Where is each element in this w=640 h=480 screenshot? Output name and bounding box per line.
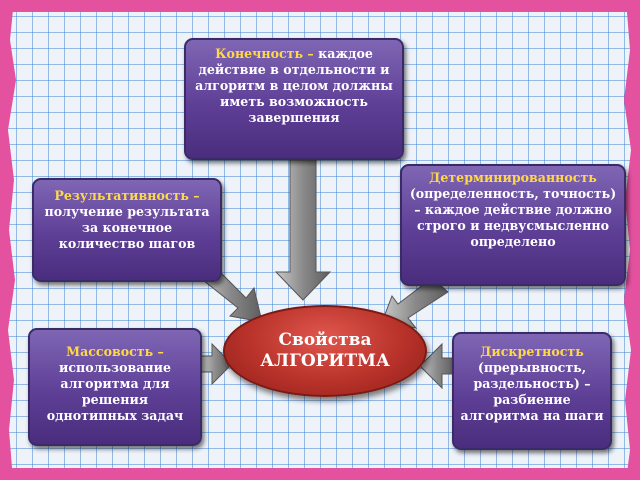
term-discreteness: Дискретность — [480, 344, 584, 359]
box-mass — [28, 328, 202, 446]
center-line2: АЛГОРИТМА — [260, 351, 390, 371]
text-determinism: (определенность, точность) – каждое действие должно строго и недвусмысленно определено — [409, 186, 617, 249]
box-determinism — [400, 164, 626, 286]
text-mass: использование алгоритма для решения однотипных задач — [46, 360, 184, 423]
term-finiteness: Конечность – — [215, 46, 319, 61]
term-determinism: Детерминированность — [429, 170, 597, 185]
text-discreteness: (прерывность, раздельность) – разбиение алгоритма на шаги — [460, 360, 604, 423]
term-effectiveness: Результативность – — [54, 188, 200, 203]
text-finiteness: каждое действие в отдельности и алгоритм в целом должны иметь возможность завершения — [195, 46, 393, 125]
box-finiteness — [184, 38, 404, 160]
text-effectiveness: получение результата за конечное количество шагов — [44, 204, 210, 251]
term-mass: Массовость – — [66, 344, 164, 359]
box-discreteness — [452, 332, 612, 450]
box-effectiveness — [32, 178, 222, 282]
center-ellipse — [223, 305, 427, 397]
center-line1: Свойства — [278, 330, 372, 350]
